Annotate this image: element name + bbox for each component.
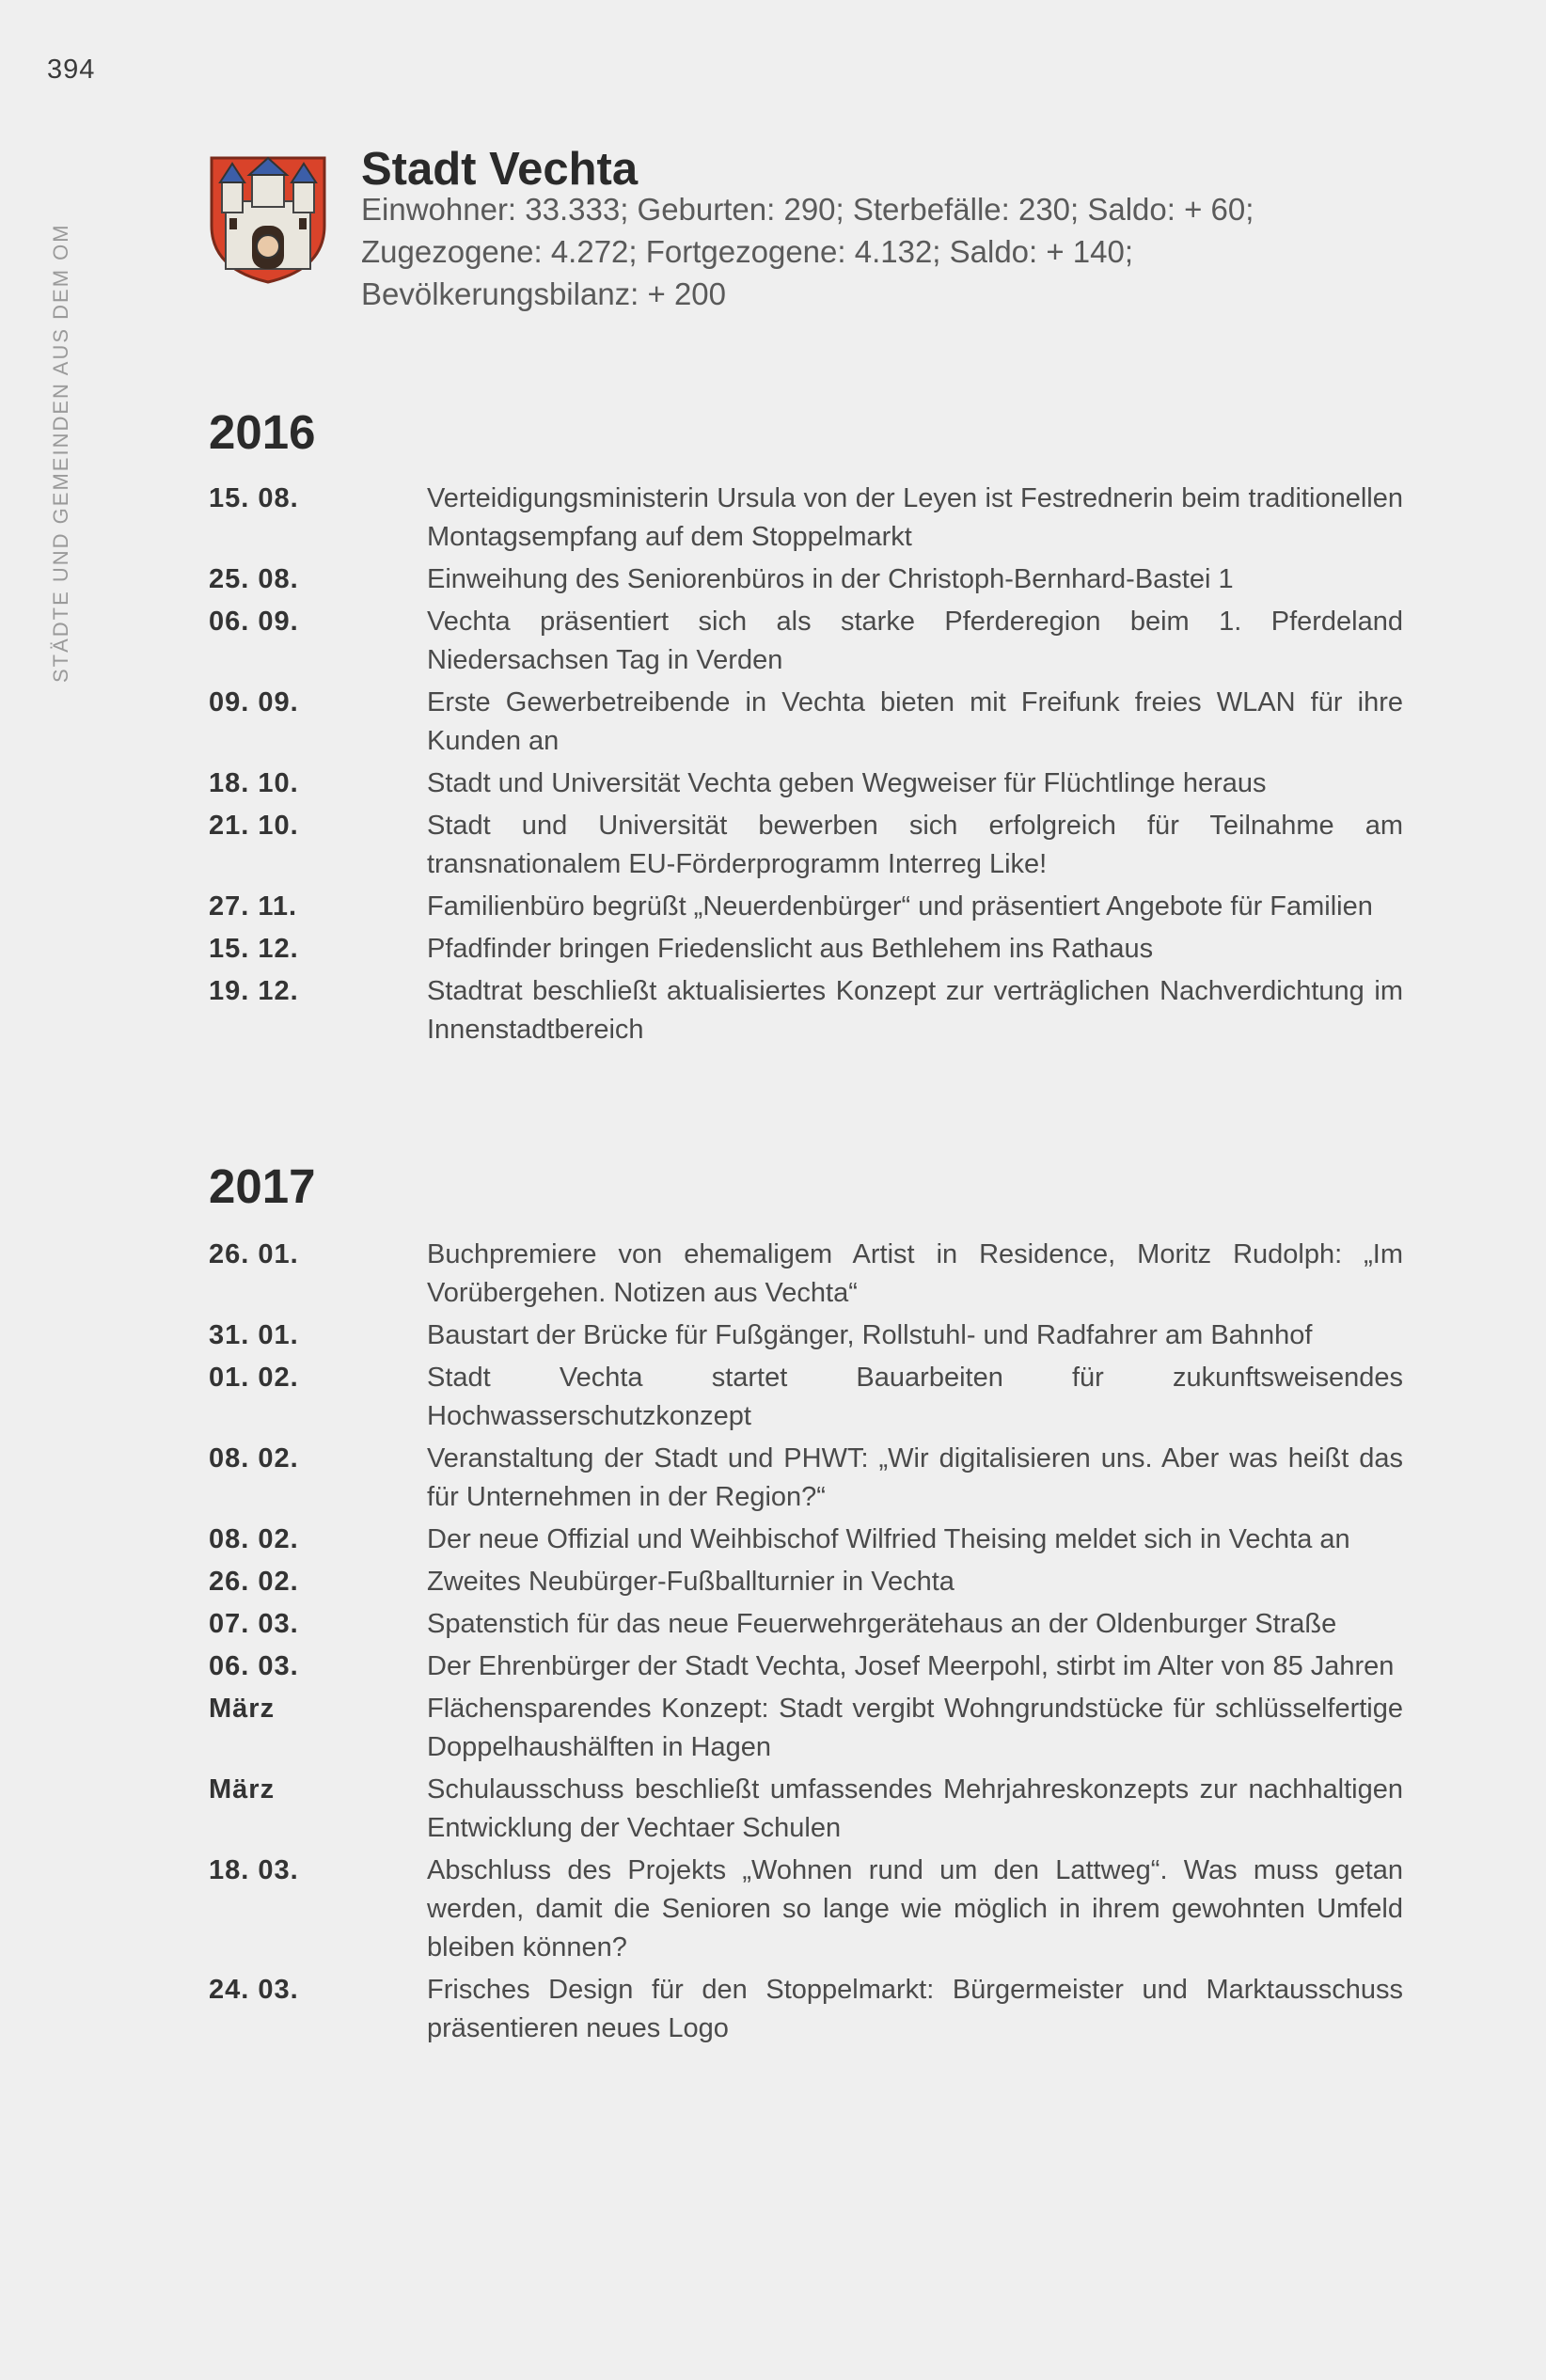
event-date: 18. 03.	[209, 1855, 299, 1885]
population-stats	[361, 188, 1433, 315]
event-text: Frisches Design für den Stoppelmarkt: Bürgermeister und Marktausschuss präsentieren neues Logo	[427, 1975, 1403, 2043]
event-row	[209, 1440, 1403, 1517]
event-text: Familienbüro begrüßt „Neuerdenbürger“ und präsentiert Angebote für Familien	[427, 891, 1373, 922]
side-section-label: STÄDTE UND GEMEINDEN AUS DEM OM	[49, 223, 72, 683]
event-row	[209, 930, 1403, 969]
event-text: Einweihung des Seniorenbüros in der Christoph-Bernhard-Bastei 1	[427, 564, 1234, 594]
event-text: Verteidigungsministerin Ursula von der Leyen ist Festrednerin beim traditionellen Montagsempfang auf dem Stoppelmarkt	[427, 483, 1403, 552]
year-heading-2016: 2016	[209, 405, 316, 459]
event-row	[209, 807, 1403, 884]
event-text: Stadt und Universität bewerben sich erfolgreich für Teilnahme am transnationalem EU-Förderprogramm Interreg Like!	[427, 811, 1403, 879]
event-row	[209, 1236, 1403, 1313]
event-date: 26. 02.	[209, 1567, 299, 1597]
city-title: Stadt Vechta	[361, 144, 639, 195]
event-text: Der neue Offizial und Weihbischof Wilfried Theising meldet sich in Vechta an	[427, 1524, 1350, 1554]
event-text: Pfadfinder bringen Friedenslicht aus Bethlehem ins Rathaus	[427, 934, 1154, 964]
event-row	[209, 1521, 1403, 1559]
event-date: 18. 10.	[209, 768, 299, 798]
event-date: 24. 03.	[209, 1975, 299, 2005]
event-date: 15. 08.	[209, 483, 299, 513]
event-text: Abschluss des Projekts „Wohnen rund um den Lattweg“. Was muss getan werden, damit die Senioren so lange wie möglich in ihrem gewohnten Umfeld bleiben können?	[427, 1855, 1403, 1962]
event-text: Erste Gewerbetreibende in Vechta bieten mit Freifunk freies WLAN für ihre Kunden an	[427, 687, 1403, 756]
year-heading-2017: 2017	[209, 1159, 316, 1213]
event-text: Stadt Vechta startet Bauarbeiten für zukunftsweisendes Hochwasserschutzkonzept	[427, 1363, 1403, 1431]
event-row	[209, 1971, 1403, 2048]
event-row	[209, 684, 1403, 761]
page-number: 394	[47, 55, 96, 85]
event-date: 07. 03.	[209, 1609, 299, 1639]
stats-line: Bevölkerungsbilanz: + 200	[361, 276, 727, 311]
event-row	[209, 764, 1403, 803]
event-row	[209, 1359, 1403, 1436]
event-date: 26. 01.	[209, 1239, 299, 1269]
event-row	[209, 888, 1403, 926]
event-row	[209, 972, 1403, 1049]
event-text: Zweites Neubürger-Fußballturnier in Vechta	[427, 1567, 954, 1597]
event-row	[209, 1852, 1403, 1967]
event-date: 27. 11.	[209, 891, 298, 922]
event-row	[209, 1605, 1403, 1644]
stats-line: Einwohner: 33.333; Geburten: 290; Sterbefälle: 230; Saldo: + 60;	[361, 192, 1254, 227]
event-row	[209, 1647, 1403, 1686]
event-date: 06. 09.	[209, 607, 299, 637]
event-text: Schulausschuss beschließt umfassendes Mehrjahreskonzepts zur nachhaltigen Entwicklung der Vechtaer Schulen	[427, 1774, 1403, 1843]
event-date: 01. 02.	[209, 1363, 299, 1393]
event-date: 09. 09.	[209, 687, 299, 717]
event-row	[209, 1316, 1403, 1355]
events-list-2017	[209, 1236, 1403, 2052]
vechta-coat-of-arms-icon	[209, 152, 327, 284]
event-text: Veranstaltung der Stadt und PHWT: „Wir digitalisieren uns. Aber was heißt das für Unternehmen in der Region?“	[427, 1443, 1403, 1512]
event-date: 21. 10.	[209, 811, 299, 841]
event-row	[209, 1690, 1403, 1767]
event-text: Flächensparendes Konzept: Stadt vergibt Wohngrundstücke für schlüsselfertige Doppelhaushälften in Hagen	[427, 1694, 1403, 1762]
event-text: Buchpremiere von ehemaligem Artist in Residence, Moritz Rudolph: „Im Vorübergehen. Notizen aus Vechta“	[427, 1239, 1403, 1308]
event-text: Vechta präsentiert sich als starke Pferderegion beim 1. Pferdeland Niedersachsen Tag in Verden	[427, 607, 1403, 675]
event-row	[209, 480, 1403, 557]
event-text: Der Ehrenbürger der Stadt Vechta, Josef Meerpohl, stirbt im Alter von 85 Jahren	[427, 1651, 1395, 1681]
event-text: Stadtrat beschließt aktualisiertes Konzept zur verträglichen Nachverdichtung im Innenstadtbereich	[427, 976, 1403, 1045]
event-text: Spatenstich für das neue Feuerwehrgerätehaus an der Oldenburger Straße	[427, 1609, 1337, 1639]
event-date: März	[209, 1774, 276, 1805]
event-date: März	[209, 1694, 276, 1724]
event-row	[209, 603, 1403, 680]
event-row	[209, 560, 1403, 599]
event-row	[209, 1563, 1403, 1601]
event-date: 31. 01.	[209, 1320, 299, 1350]
event-row	[209, 1771, 1403, 1848]
events-list-2016	[209, 480, 1403, 1053]
event-date: 06. 03.	[209, 1651, 299, 1681]
stats-line: Zugezogene: 4.272; Fortgezogene: 4.132; Saldo: + 140;	[361, 234, 1134, 269]
event-date: 08. 02.	[209, 1524, 299, 1554]
event-date: 08. 02.	[209, 1443, 299, 1474]
event-date: 25. 08.	[209, 564, 299, 594]
event-text: Baustart der Brücke für Fußgänger, Rollstuhl- und Radfahrer am Bahnhof	[427, 1320, 1313, 1350]
event-date: 15. 12.	[209, 934, 299, 964]
event-text: Stadt und Universität Vechta geben Wegweiser für Flüchtlinge heraus	[427, 768, 1267, 798]
event-date: 19. 12.	[209, 976, 299, 1006]
